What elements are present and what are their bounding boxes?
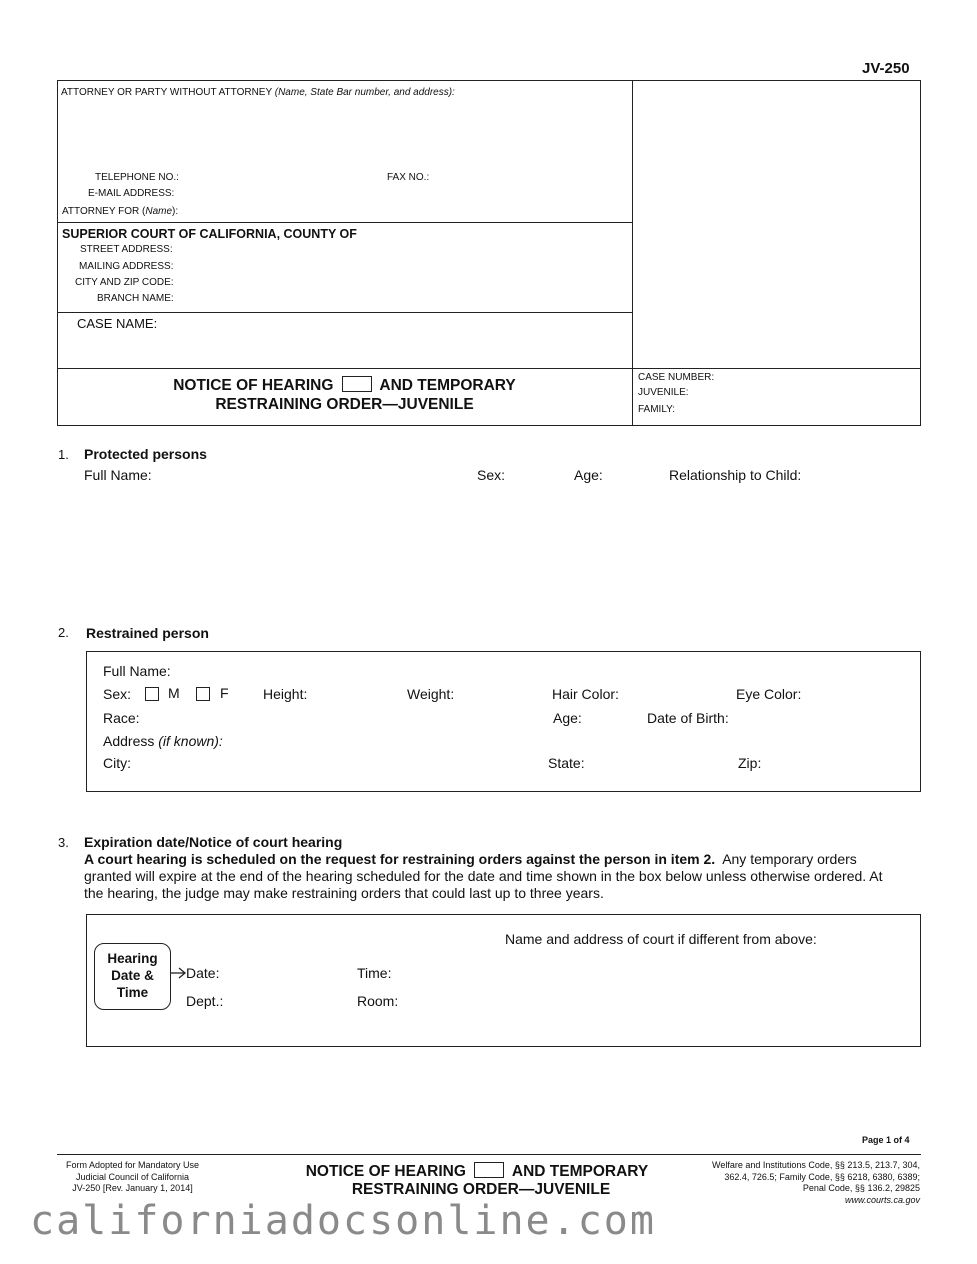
- section3-number: 3.: [58, 835, 69, 850]
- telephone-field[interactable]: [180, 170, 380, 184]
- attorney-court-divider: [57, 222, 632, 223]
- hearing-badge-line3: Time: [116, 985, 149, 1000]
- street-address-field[interactable]: [176, 242, 622, 256]
- dob-label: Date of Birth:: [647, 710, 729, 726]
- section3-title: Expiration date/Notice of court hearing: [84, 834, 343, 850]
- race-label: Race:: [103, 710, 140, 726]
- telephone-label: TELEPHONE NO.:: [95, 172, 179, 183]
- weight-label: Weight:: [407, 686, 455, 702]
- email-field[interactable]: [176, 186, 622, 200]
- sex-f-label: F: [220, 685, 229, 701]
- footer-right-line2: 362.4, 726.5; Family Code, §§ 6218, 6380, 6389;: [724, 1171, 920, 1182]
- hearing-time-label: Time:: [357, 965, 392, 981]
- eye-color-label: Eye Color:: [736, 686, 802, 702]
- hearing-room-label: Room:: [357, 993, 399, 1009]
- footer-right: [640, 1160, 920, 1206]
- hearing-badge-line1: Hearing: [107, 951, 158, 966]
- restrained-sex-label: Sex:: [103, 686, 132, 702]
- section1-number: 1.: [58, 447, 69, 462]
- footer-right-line1: Welfare and Institutions Code, §§ 213.5, 213.7, 304,: [712, 1160, 920, 1170]
- state-label: State:: [548, 755, 585, 771]
- city-zip-label: CITY AND ZIP CODE:: [75, 277, 174, 288]
- city-zip-field[interactable]: [176, 275, 622, 289]
- restrained-full-name-label: Full Name:: [103, 663, 171, 679]
- title-row-divider: [57, 368, 921, 369]
- form-title-part1: NOTICE OF HEARING: [173, 377, 334, 394]
- city-label: City:: [103, 755, 131, 771]
- hearing-dept-label: Dept.:: [186, 993, 224, 1009]
- court-different-label: Name and address of court if different from above:: [505, 931, 817, 947]
- caption-divider: [632, 80, 633, 426]
- sex-m-label: M: [168, 685, 180, 701]
- protected-sex-label: Sex:: [477, 467, 506, 483]
- footer-left-line1: Form Adopted for Mandatory Use: [65, 1160, 200, 1170]
- restrained-age-label: Age:: [553, 710, 582, 726]
- attorney-label: ATTORNEY OR PARTY WITHOUT ATTORNEY: [61, 87, 272, 98]
- juvenile-case-field[interactable]: [692, 385, 914, 399]
- mailing-address-label: MAILING ADDRESS:: [79, 261, 174, 272]
- protected-age-label: Age:: [574, 467, 603, 483]
- protected-persons-input-area[interactable]: [84, 488, 920, 608]
- hearing-dept-field[interactable]: [228, 991, 346, 1009]
- attorney-for-field[interactable]: [178, 204, 622, 218]
- hearing-badge-line2: Date &: [111, 968, 154, 983]
- family-case-field[interactable]: [682, 402, 914, 416]
- hearing-date-field[interactable]: [226, 963, 346, 981]
- section2-title: Restrained person: [86, 625, 209, 641]
- protected-relationship-label: Relationship to Child:: [669, 467, 802, 483]
- section3-line2: granted will expire at the end of the hearing scheduled for the date and time shown in the box below unless otherwise ordered. At: [84, 868, 883, 884]
- attorney-input-area[interactable]: [60, 92, 628, 172]
- court-different-field[interactable]: [505, 952, 910, 1032]
- arrow-right-icon: [170, 966, 187, 980]
- case-name-label: CASE NAME:: [77, 316, 158, 331]
- attorney-for-label: ATTORNEY FOR (: [62, 206, 146, 217]
- footer-right-line3: Penal Code, §§ 136.2, 29825: [802, 1183, 920, 1193]
- address-label: Address: [103, 733, 155, 749]
- restrained-full-name-field[interactable]: [180, 661, 910, 679]
- branch-name-field[interactable]: [176, 291, 622, 305]
- case-name-field[interactable]: [160, 314, 622, 354]
- section3-line3: the hearing, the judge may make restraining orders that could last up to three years.: [84, 885, 604, 901]
- court-title: SUPERIOR COURT OF CALIFORNIA, COUNTY OF: [62, 227, 357, 241]
- fax-label: FAX NO.:: [387, 172, 430, 183]
- form-title-part2: AND TEMPORARY: [379, 377, 516, 394]
- footer-left-line2: Judicial Council of California: [75, 1171, 190, 1182]
- attorney-for-end: ):: [172, 206, 179, 217]
- footer-title-part2: AND TEMPORARY: [511, 1163, 649, 1180]
- street-address-label: STREET ADDRESS:: [80, 244, 173, 255]
- sex-f-checkbox[interactable]: [196, 687, 210, 701]
- juvenile-label: JUVENILE:: [638, 387, 689, 398]
- footer-title-line2: RESTRAINING ORDER—JUVENILE: [351, 1181, 611, 1198]
- email-label: E-MAIL ADDRESS:: [88, 188, 175, 199]
- address-field[interactable]: [232, 731, 910, 749]
- zip-label: Zip:: [738, 755, 762, 771]
- footer-title-part1: NOTICE OF HEARING: [305, 1163, 466, 1180]
- watermark-text: californiadocsonline.com: [30, 1198, 656, 1244]
- section3-bold-sentence: A court hearing is scheduled on the request for restraining orders against the person in item 2.: [84, 851, 716, 867]
- section2-number: 2.: [58, 625, 69, 640]
- footer-title-checkbox[interactable]: [474, 1162, 504, 1178]
- court-casename-divider: [57, 312, 632, 313]
- fax-field[interactable]: [432, 170, 622, 184]
- protected-full-name-label: Full Name:: [84, 467, 152, 483]
- hearing-date-label: Date:: [186, 965, 220, 981]
- footer-left-line3: JV-250 [Rev. January 1, 2014]: [72, 1183, 193, 1193]
- sex-m-checkbox[interactable]: [145, 687, 159, 701]
- footer-rule: [57, 1154, 921, 1155]
- address-hint: (if known):: [158, 733, 223, 749]
- hair-color-label: Hair Color:: [552, 686, 619, 702]
- title-checkbox[interactable]: [342, 376, 372, 392]
- mailing-address-field[interactable]: [176, 259, 622, 273]
- form-title-line1: [57, 376, 632, 395]
- form-title-line2: RESTRAINING ORDER—JUVENILE: [215, 396, 474, 413]
- form-id: JV-250: [862, 60, 910, 77]
- attorney-for-hint: Name: [145, 206, 173, 217]
- footer-left: [50, 1160, 215, 1195]
- section1-title: Protected persons: [84, 446, 207, 462]
- case-number-label: CASE NUMBER:: [638, 372, 715, 383]
- height-label: Height:: [263, 686, 308, 702]
- section3-line1-rest: Any temporary orders: [722, 851, 857, 867]
- footer-title-line1: [282, 1162, 672, 1181]
- page-number: Page 1 of 4: [862, 1135, 910, 1145]
- hearing-badge-text: [94, 950, 171, 1001]
- hearing-room-field[interactable]: [404, 991, 498, 1009]
- clerk-stamp-area: [636, 84, 916, 364]
- family-label: FAMILY:: [638, 404, 676, 415]
- footer-website: www.courts.ca.gov: [844, 1194, 920, 1205]
- attorney-hint: (Name, State Bar number, and address):: [274, 87, 455, 98]
- section3-line1: [84, 851, 857, 867]
- attorney-for-label-group: [62, 206, 178, 217]
- hearing-time-field[interactable]: [398, 963, 498, 981]
- branch-name-label: BRANCH NAME:: [97, 293, 174, 304]
- address-label-group: [103, 733, 223, 749]
